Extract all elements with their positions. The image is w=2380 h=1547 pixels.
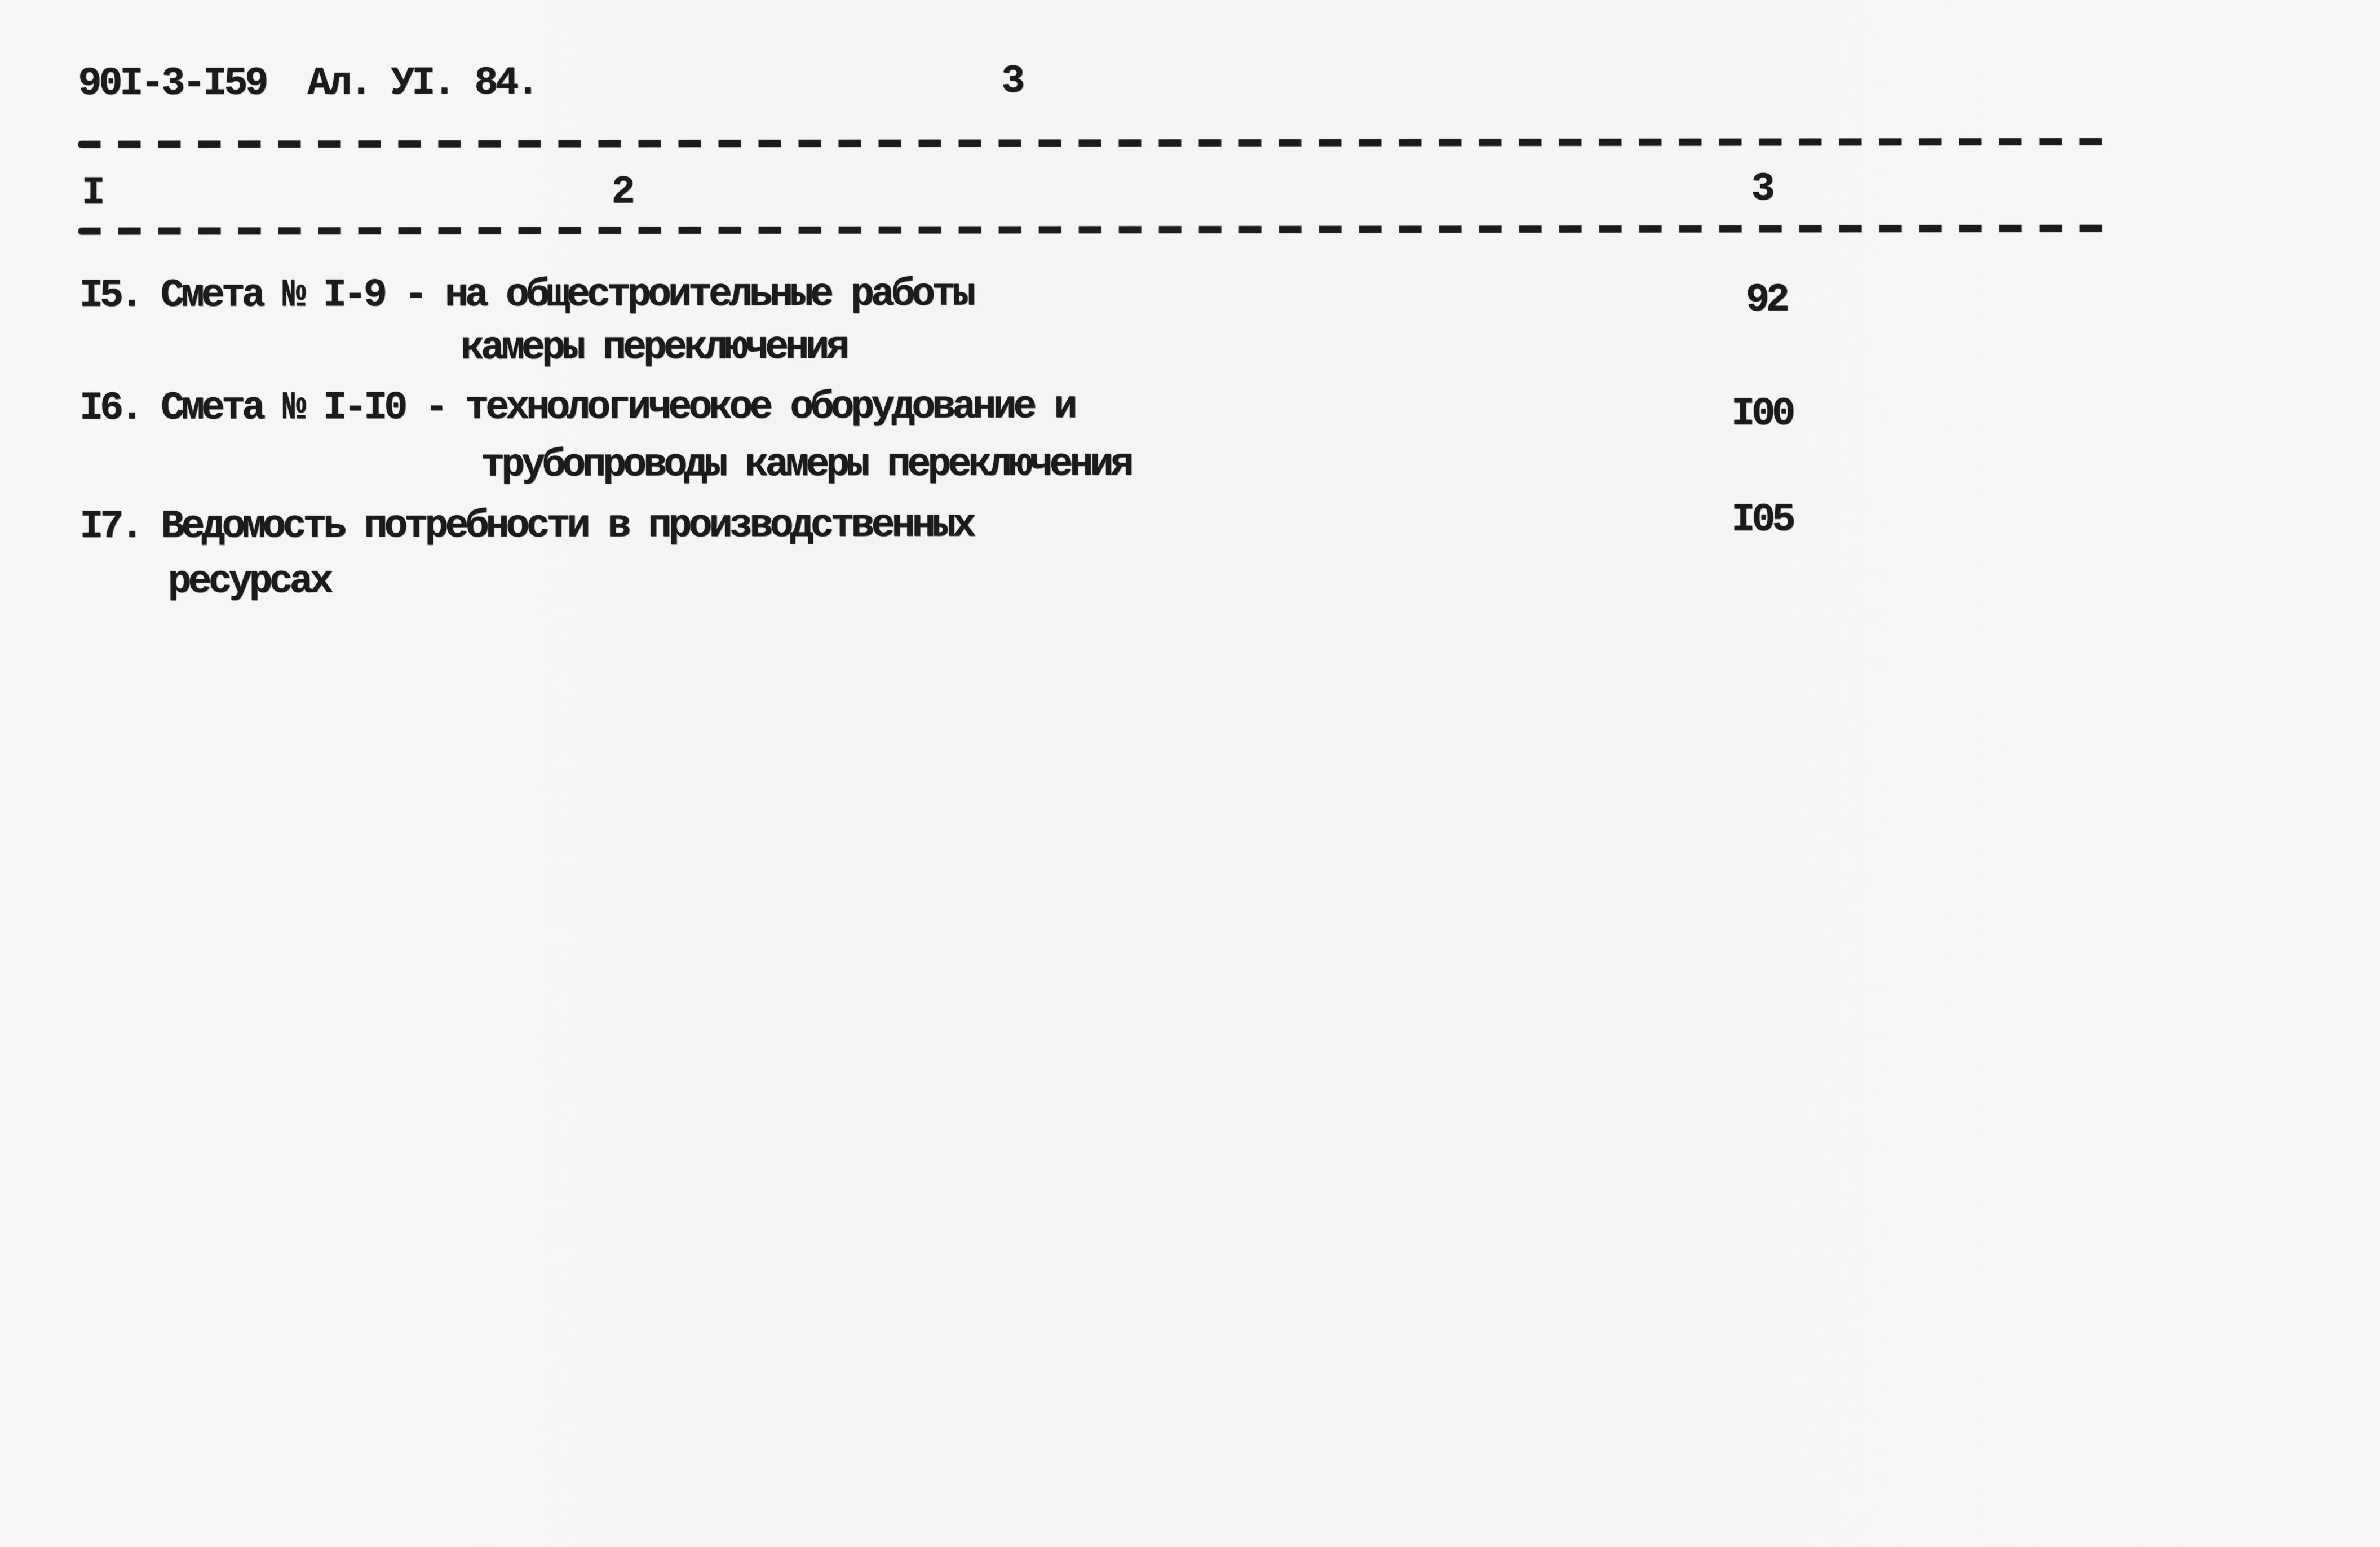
dashed-divider-bottom xyxy=(78,225,2116,235)
dashed-divider-top xyxy=(78,138,2116,148)
entry-17-line1: I7. Ведомость потребности в производственных xyxy=(79,503,973,549)
project-code: 90I-3-I59 Ал. УI. 84. xyxy=(78,61,537,107)
column-header-2: 2 xyxy=(611,170,632,215)
column-header-1: I xyxy=(81,171,102,216)
column-header-3: 3 xyxy=(1751,167,1772,212)
entry-15-line2: камеры переключения xyxy=(460,325,847,371)
entry-16-line1: I6. Смета № I-I0 - технологичеокое оборудование и xyxy=(79,385,1074,431)
entry-16-line2: трубопроводы камеры переключения xyxy=(481,442,1131,488)
entry-17-page-number: I05 xyxy=(1731,498,1793,543)
page-number: 3 xyxy=(1001,59,1022,104)
entry-16-page-number: I00 xyxy=(1731,392,1793,437)
entry-15-line1: I5. Смета № I-9 - на общестроительные работы xyxy=(79,272,973,318)
entry-17-line2: ресурсах xyxy=(167,560,330,605)
entry-15-page-number: 92 xyxy=(1745,278,1786,323)
